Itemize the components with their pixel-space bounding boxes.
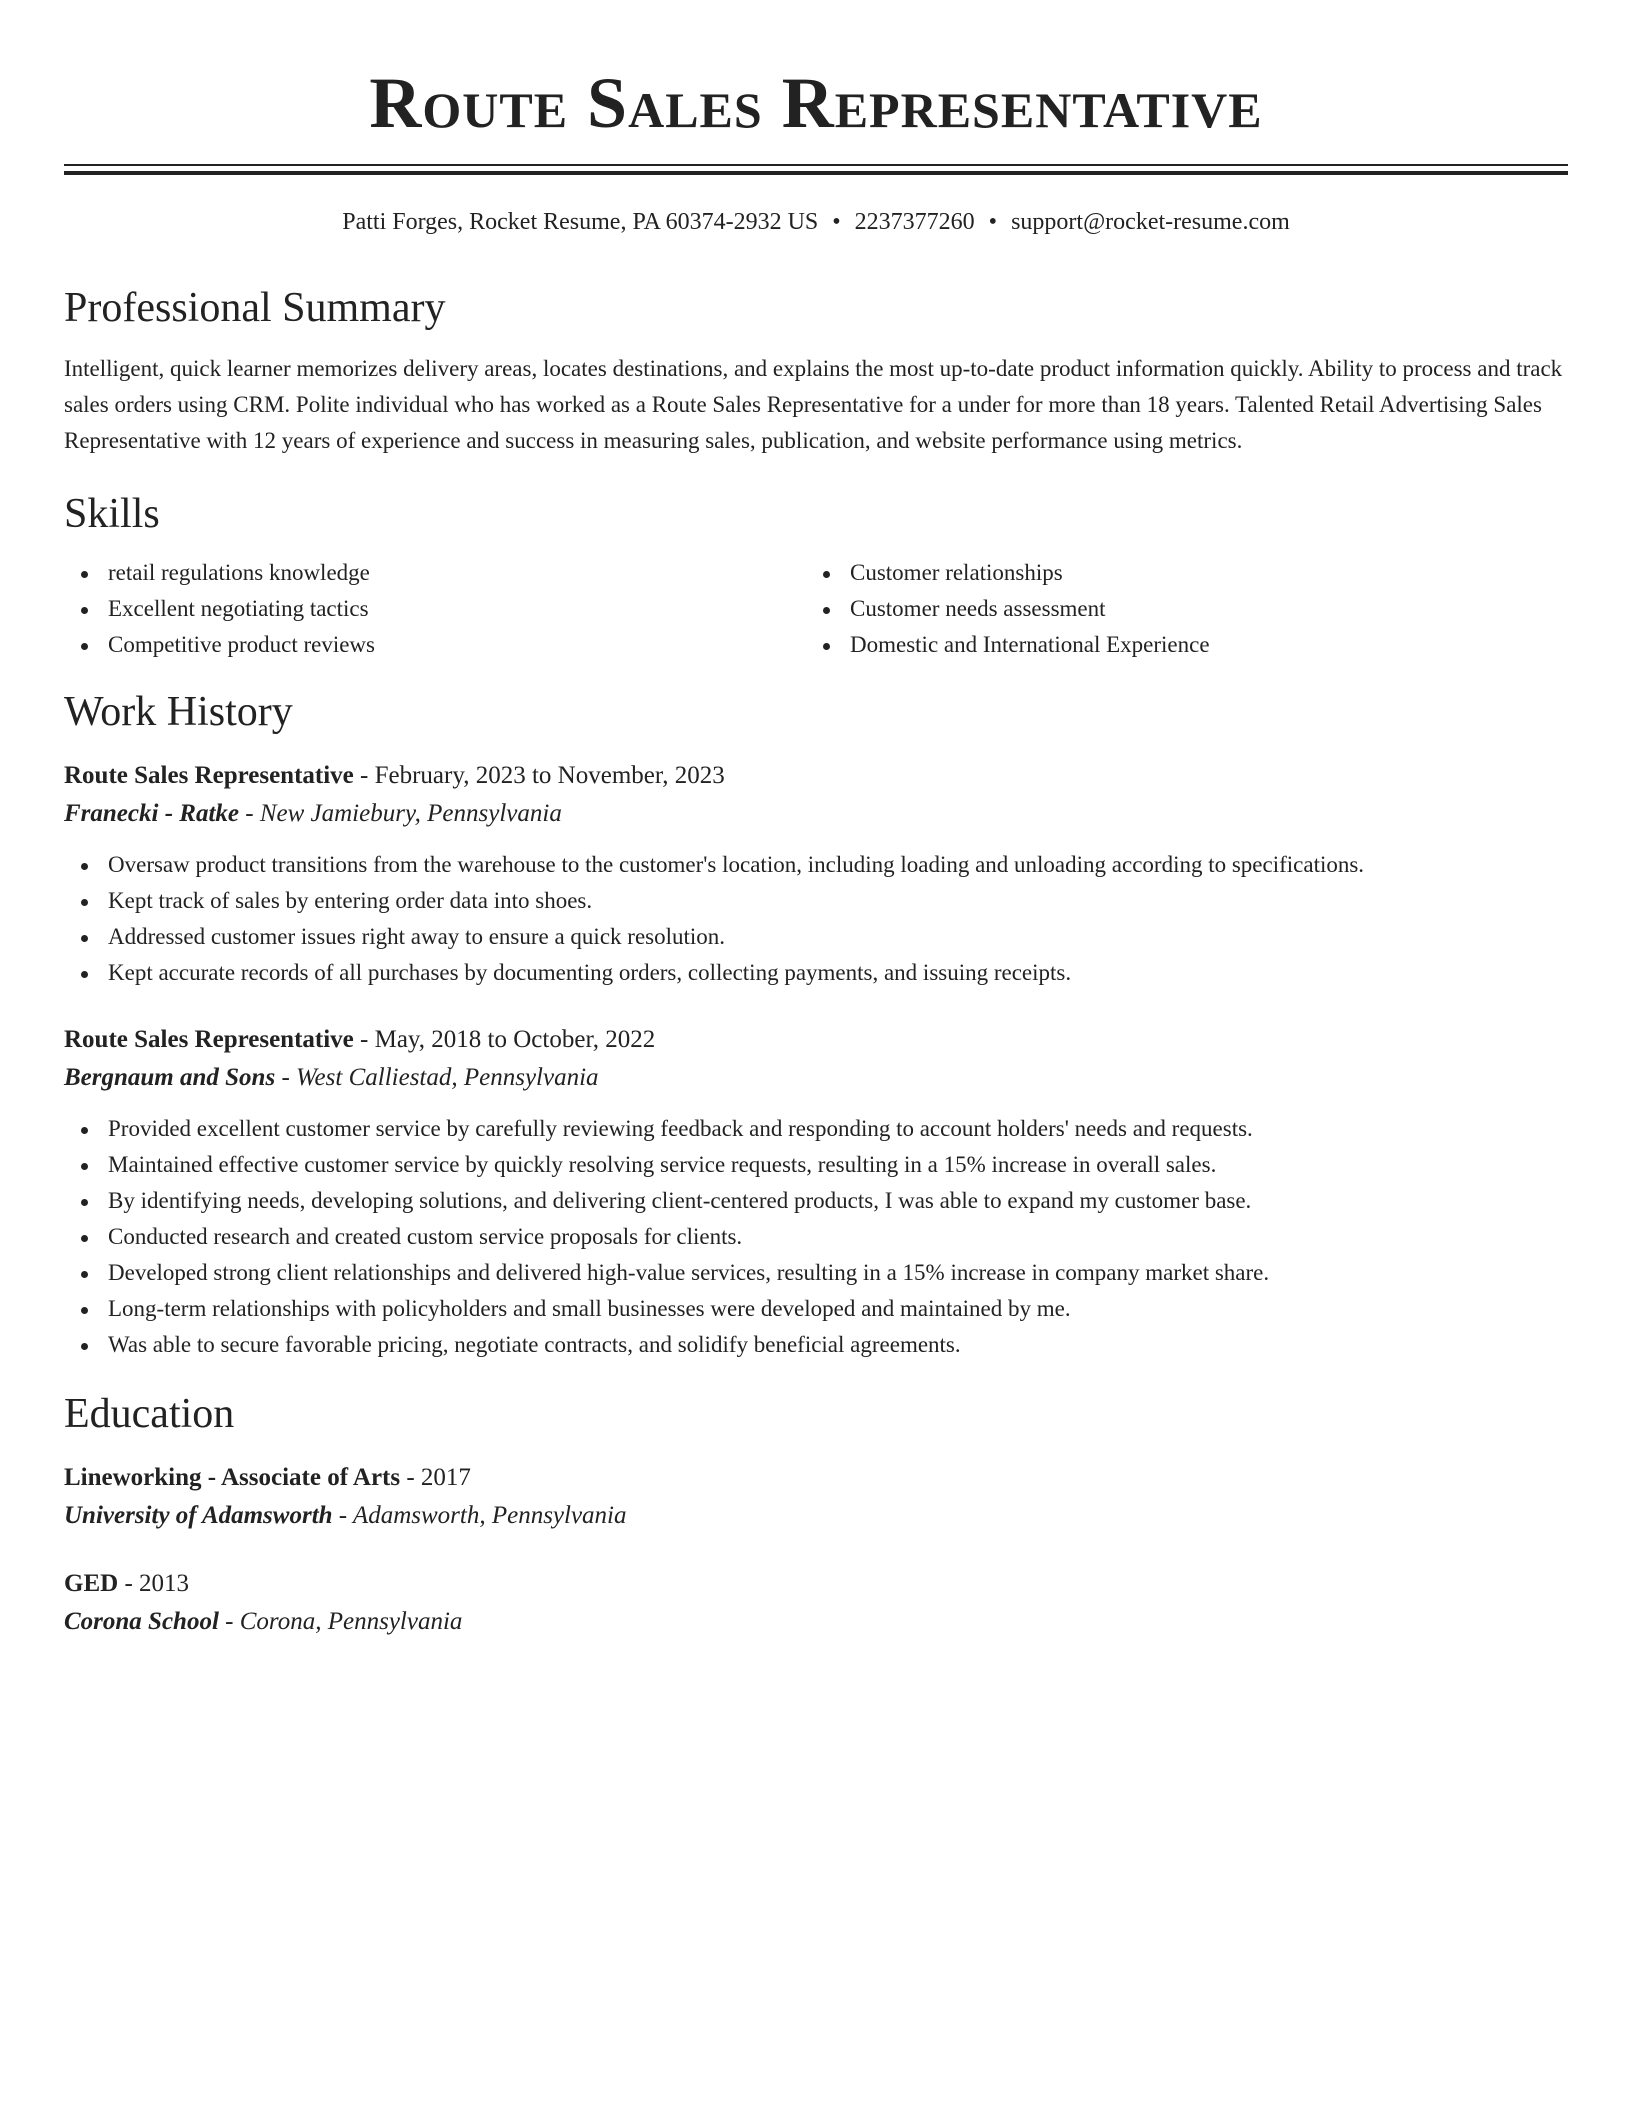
job-bullet: Kept accurate records of all purchases by documenting orders, collecting payments, and issuing receipts. — [64, 955, 1568, 991]
job-location: - West Calliestad, Pennsylvania — [275, 1064, 599, 1091]
job-bullet: Oversaw product transitions from the warehouse to the customer's location, including loading and unloading according to specifications. — [64, 847, 1568, 883]
education-school-line — [64, 1497, 1568, 1535]
education-school-line — [64, 1603, 1568, 1641]
job-company-line — [64, 795, 1568, 833]
contact-separator: • — [832, 209, 841, 235]
skill-item: Customer relationships — [806, 555, 1548, 591]
job-company: Franecki - Ratke — [64, 800, 239, 827]
job-title: Route Sales Representative — [64, 1026, 354, 1053]
work-history-heading: Work History — [64, 689, 293, 735]
job-location: - New Jamiebury, Pennsylvania — [239, 800, 562, 827]
job-bullet: Was able to secure favorable pricing, negotiate contracts, and solidify beneficial agreements. — [64, 1327, 1568, 1363]
education-entry — [64, 1565, 1568, 1641]
education-degree: Lineworking - Associate of Arts — [64, 1464, 401, 1491]
job-company-line — [64, 1059, 1568, 1097]
summary-text: Intelligent, quick learner memorizes delivery areas, locates destinations, and explains the most up-to-date product information quickly. Ability to process and track sales orders using CRM. Polite individual who has worked as a Route Sales Representative for a under for more than 18 years. Talented Retail Advertising Sales Representative with 12 years of experience and success in measuring sales, publication, and website performance using metrics. — [64, 356, 1563, 453]
title-divider-thin — [64, 164, 1568, 166]
job-bullet: Provided excellent customer service by carefully reviewing feedback and responding to account holders' needs and requests. — [64, 1111, 1568, 1147]
skills-column-right — [806, 555, 1548, 663]
job-entry — [64, 1021, 1568, 1363]
education-year: - 2013 — [118, 1570, 190, 1597]
job-bullets — [64, 847, 1568, 991]
skills-grid — [64, 555, 1568, 663]
job-title: Route Sales Representative — [64, 762, 354, 789]
skill-item: Excellent negotiating tactics — [64, 591, 806, 627]
skills-column-left — [64, 555, 806, 663]
education-heading: Education — [64, 1391, 235, 1437]
education-location: - Corona, Pennsylvania — [218, 1608, 463, 1635]
job-bullet: Addressed customer issues right away to ensure a quick resolution. — [64, 919, 1568, 955]
job-dates: - February, 2023 to November, 2023 — [353, 762, 725, 789]
education-location: - Adamsworth, Pennsylvania — [332, 1502, 627, 1529]
job-bullets — [64, 1111, 1568, 1363]
contact-separator: • — [988, 209, 998, 235]
job-bullet: Conducted research and created custom service proposals for clients. — [64, 1219, 1568, 1255]
skill-item: Customer needs assessment — [806, 591, 1548, 627]
contact-line — [64, 207, 1568, 237]
contact-email: support@rocket-resume.com — [1011, 209, 1290, 235]
job-entry — [64, 757, 1568, 991]
contact-address: Patti Forges, Rocket Resume, PA 60374-2932 US — [342, 209, 819, 235]
job-company: Bergnaum and Sons — [64, 1064, 276, 1091]
education-degree: GED — [64, 1570, 119, 1597]
skill-item: Competitive product reviews — [64, 627, 806, 663]
education-degree-line — [64, 1565, 1568, 1603]
education-year: - 2017 — [400, 1464, 471, 1491]
resume-title: Route Sales Representative — [369, 63, 1263, 143]
summary-heading: Professional Summary — [64, 285, 446, 331]
education-school: Corona School — [64, 1608, 219, 1635]
job-title-line — [64, 1021, 1568, 1059]
skills-heading: Skills — [64, 491, 160, 537]
job-bullet: Long-term relationships with policyholders and small businesses were developed and maintained by me. — [64, 1291, 1568, 1327]
education-school: University of Adamsworth — [64, 1502, 333, 1529]
job-title-line — [64, 757, 1568, 795]
job-bullet: Developed strong client relationships and delivered high-value services, resulting in a 15% increase in company market share. — [64, 1255, 1568, 1291]
education-degree-line — [64, 1459, 1568, 1497]
title-divider-thick — [64, 171, 1568, 175]
skill-item: retail regulations knowledge — [64, 555, 806, 591]
job-bullet: Maintained effective customer service by quickly resolving service requests, resulting in a 15% increase in overall sales. — [64, 1147, 1568, 1183]
contact-phone: 2237377260 — [854, 209, 975, 235]
job-dates: - May, 2018 to October, 2022 — [353, 1026, 656, 1053]
job-bullet: By identifying needs, developing solutions, and delivering client-centered products, I was able to expand my customer base. — [64, 1183, 1568, 1219]
skill-item: Domestic and International Experience — [806, 627, 1548, 663]
education-entry — [64, 1459, 1568, 1535]
job-bullet: Kept track of sales by entering order data into shoes. — [64, 883, 1568, 919]
